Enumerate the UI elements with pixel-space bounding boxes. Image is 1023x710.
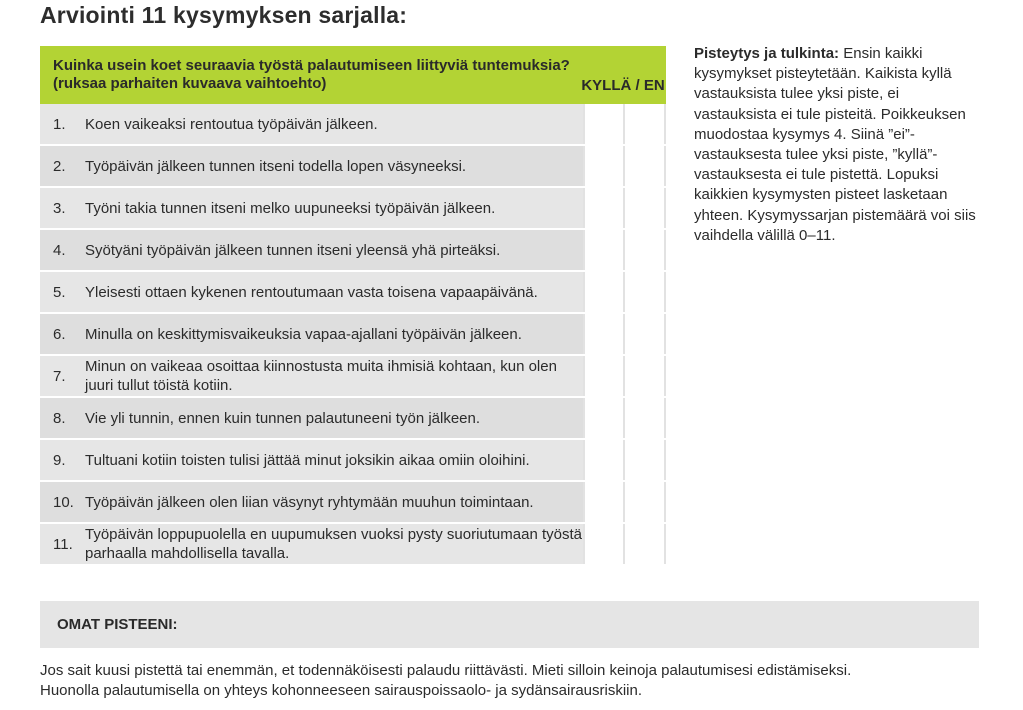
no-checkbox[interactable] (623, 314, 666, 354)
no-checkbox[interactable] (623, 524, 666, 564)
table-row (40, 524, 666, 566)
question-number: 8. (53, 409, 66, 427)
yes-checkbox[interactable] (583, 314, 623, 354)
yes-checkbox[interactable] (583, 524, 623, 564)
table-row (40, 314, 666, 356)
question-text: Syötyäni työpäivän jälkeen tunnen itseni yleensä yhä pirteäksi. (85, 241, 501, 259)
question-text: Koen vaikeaksi rentoutua työpäivän jälkeen. (85, 115, 378, 133)
no-checkbox[interactable] (623, 356, 666, 396)
table-row (40, 440, 666, 482)
table-header (40, 46, 666, 104)
no-checkbox[interactable] (623, 104, 666, 144)
table-row (40, 188, 666, 230)
no-checkbox[interactable] (623, 146, 666, 186)
question-number: 6. (53, 325, 66, 343)
table-row (40, 230, 666, 272)
question-text: Työni takia tunnen itseni melko uupuneeksi työpäivän jälkeen. (85, 199, 496, 217)
footer-text (40, 661, 1000, 701)
question-text: Tultuani kotiin toisten tulisi jättää minut joksikin aikaa omiin oloihini. (85, 451, 530, 469)
scoring-label: Pisteytys ja tulkinta: (694, 45, 840, 62)
yes-checkbox[interactable] (583, 356, 623, 396)
no-checkbox[interactable] (623, 398, 666, 438)
scoring-text: Ensin kaikki kysymykset pisteytetään. Kaikista kyllä vastauksista tulee yksi piste, ei vastauksista ei tule pisteitä. Poikkeuksen muodostaa kysymys 4. Siinä ”ei”-vastauksesta tulee yksi piste, ”kyllä”-vastauksesta ei tule pistettä. Lopuksi kaikkien kysymysten pisteet lasketaan yhteen. Kysymyssarjan pistemäärä voi siis vaihdella välillä 0–11. (694, 45, 976, 244)
question-text: Työpäivän loppupuolella en uupumuksen vuoksi pysty suoriutumaan työstä parhaalla mahdollisella tavalla. (85, 526, 582, 562)
question-text: Työpäivän jälkeen tunnen itseni todella lopen väsyneeksi. (85, 157, 467, 175)
question-number: 1. (53, 115, 66, 133)
yes-checkbox[interactable] (583, 440, 623, 480)
question-number: 9. (53, 451, 66, 469)
question-header: Kuinka usein koet seuraavia työstä palautumiseen liittyviä tuntemuksia? (ruksaa parhaiten kuvaava vaihtoehto) (53, 57, 570, 92)
yes-checkbox[interactable] (583, 104, 623, 144)
footer-line-2: Huonolla palautumisella on yhteys kohonneeseen sairauspoissaolo- ja sydänsairausriskiin. (40, 682, 643, 699)
scoring-info (694, 44, 984, 246)
table-row (40, 398, 666, 440)
question-text: Minulla on keskittymisvaikeuksia vapaa-ajallani työpäivän jälkeen. (85, 325, 522, 343)
table-row (40, 272, 666, 314)
questionnaire-table (40, 46, 666, 566)
yes-checkbox[interactable] (583, 272, 623, 312)
yes-checkbox[interactable] (583, 146, 623, 186)
table-row (40, 104, 666, 146)
table-row (40, 482, 666, 524)
own-score-label: OMAT PISTEENI: (57, 616, 178, 633)
no-checkbox[interactable] (623, 440, 666, 480)
answer-header: KYLLÄ / EN (581, 76, 665, 94)
yes-checkbox[interactable] (583, 188, 623, 228)
table-row (40, 356, 666, 398)
page-title: Arviointi 11 kysymyksen sarjalla: (40, 2, 408, 28)
yes-checkbox[interactable] (583, 482, 623, 522)
yes-checkbox[interactable] (583, 230, 623, 270)
question-text: Minun on vaikeaa osoittaa kiinnostusta muita ihmisiä kohtaan, kun olen juuri tullut töistä kotiin. (85, 358, 557, 394)
question-number: 10. (53, 493, 74, 511)
table-row (40, 146, 666, 188)
question-number: 2. (53, 157, 66, 175)
question-text: Vie yli tunnin, ennen kuin tunnen palautuneeni työn jälkeen. (85, 409, 481, 427)
question-number: 5. (53, 283, 66, 301)
no-checkbox[interactable] (623, 230, 666, 270)
own-score-bar (40, 601, 979, 648)
question-number: 11. (53, 535, 73, 553)
question-number: 3. (53, 199, 66, 217)
yes-checkbox[interactable] (583, 398, 623, 438)
question-text: Yleisesti ottaen kykenen rentoutumaan vasta toisena vapaapäivänä. (85, 283, 538, 301)
question-number: 4. (53, 241, 66, 259)
footer-line-1: Jos sait kuusi pistettä tai enemmän, et todennäköisesti palaudu riittävästi. Mieti silloin keinoja palautumisesi edistämiseksi. (40, 662, 852, 679)
no-checkbox[interactable] (623, 272, 666, 312)
no-checkbox[interactable] (623, 188, 666, 228)
table-body (40, 104, 666, 566)
question-text: Työpäivän jälkeen olen liian väsynyt ryhtymään muuhun toimintaan. (85, 493, 534, 511)
question-number: 7. (53, 367, 66, 385)
no-checkbox[interactable] (623, 482, 666, 522)
